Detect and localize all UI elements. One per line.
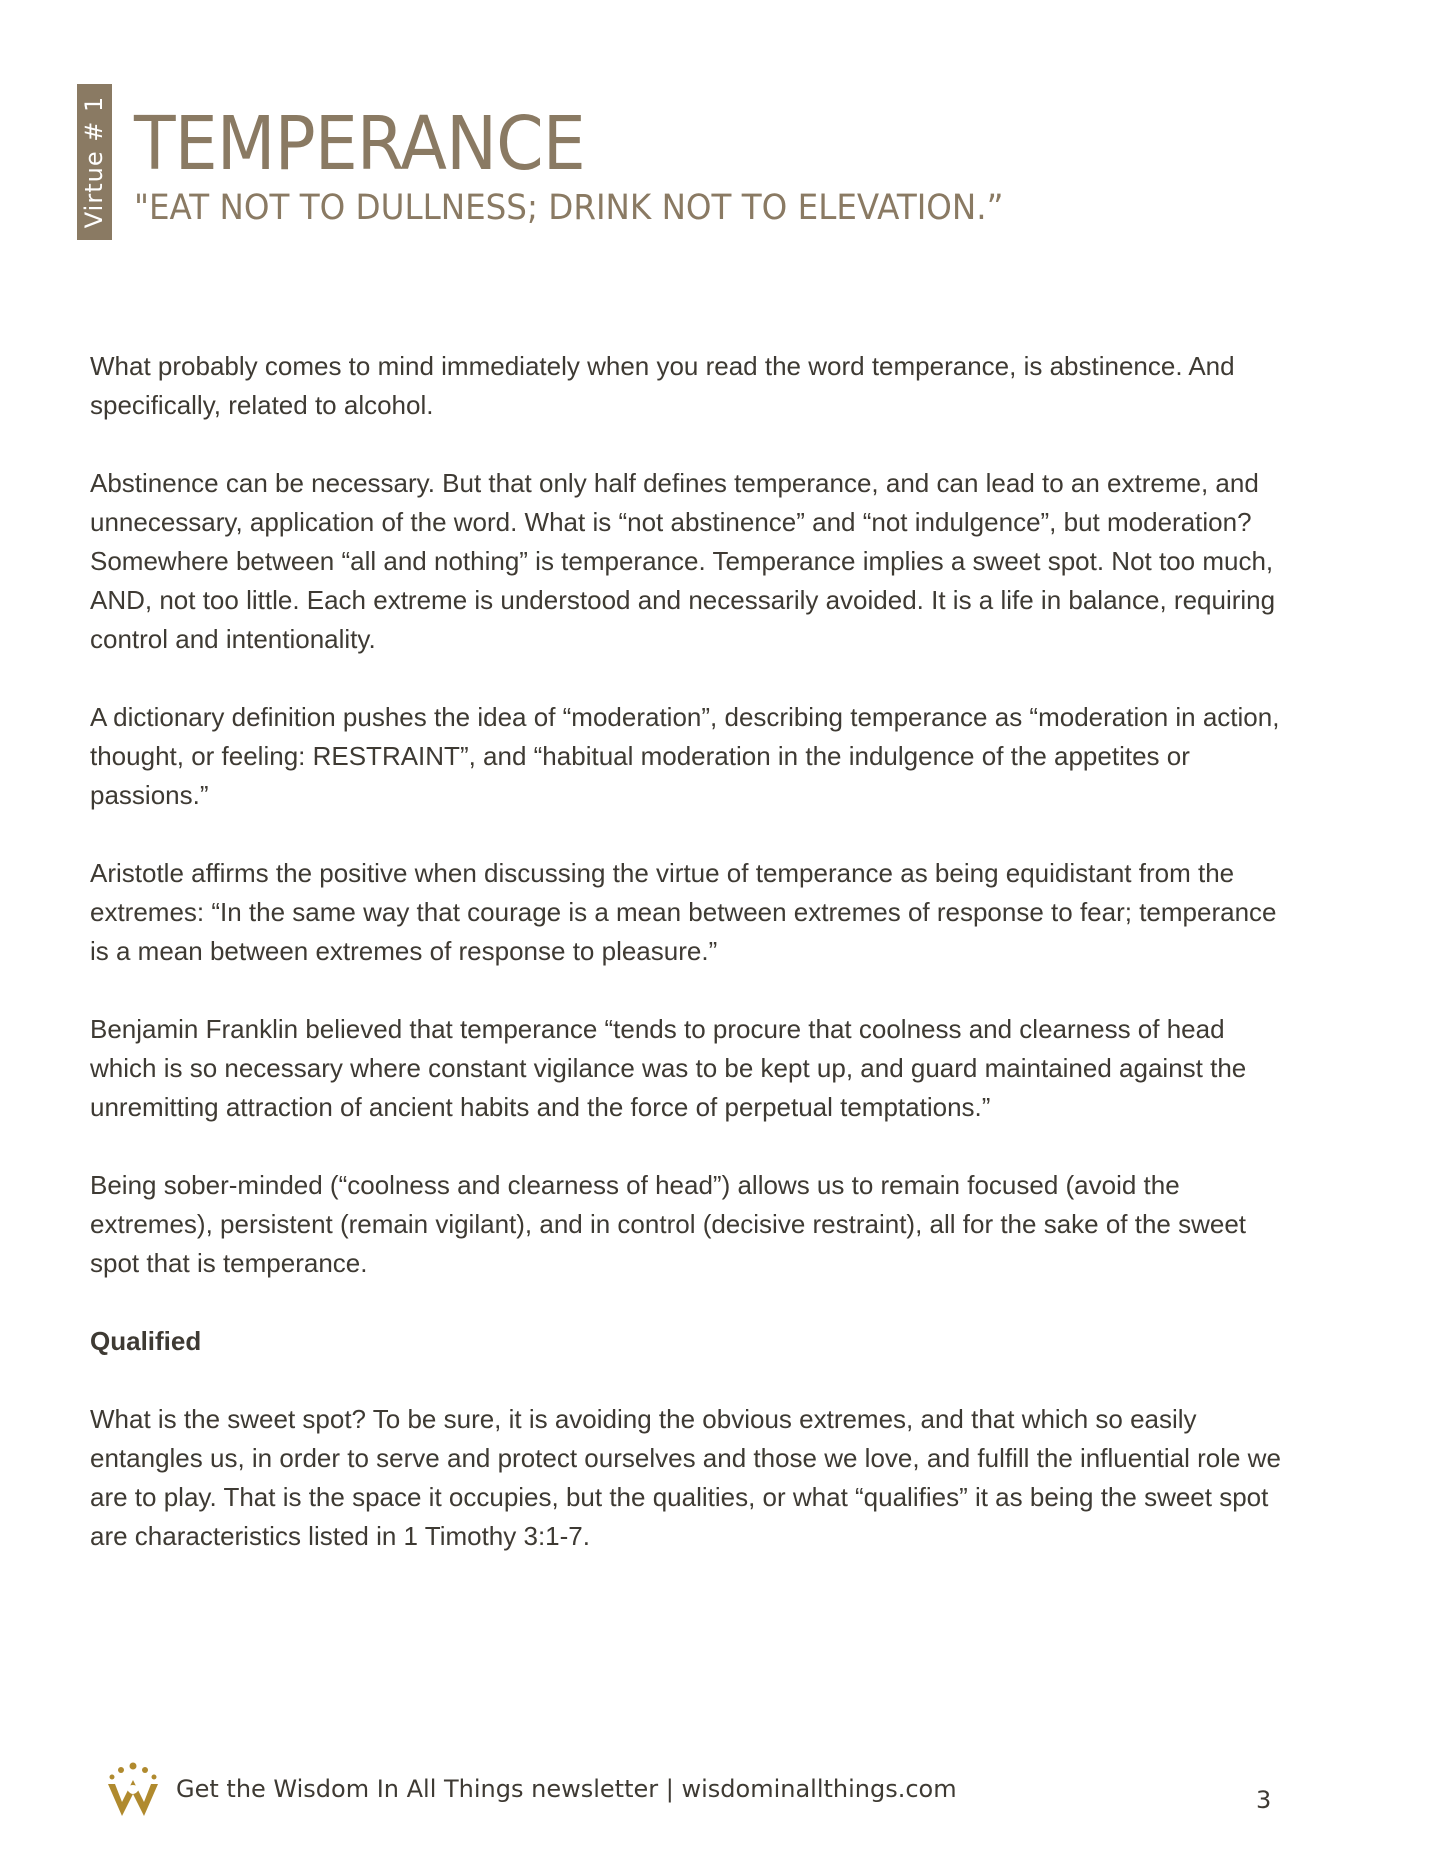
paragraph: Aristotle affirms the positive when discussing the virtue of temperance as being equidistant from the extremes: “In the same way that courage is a mean between extremes of response to fear; temperance is a mean between extremes of response to pleasure.”: [90, 858, 1277, 966]
paragraph: Benjamin Franklin believed that temperance “tends to procure that coolness and clearness of head which is so necessary where constant vigilance was to be kept up, and guard maintained against the unremitting attraction of ancient habits and the force of perpetual temptations.”: [90, 1014, 1247, 1122]
page-number: 3: [1256, 1786, 1272, 1814]
page-title: TEMPERANCE: [134, 101, 585, 187]
paragraph: Abstinence can be necessary. But that only half defines temperance, and can lead to an extreme, and unnecessary, application of the word. What is “not abstinence” and “not indulgence”, but moderation? Somewhere between “all and nothing” is temperance. Temperance implies a sweet spot. Not too much, AND, not too little. Each extreme is understood and necessarily avoided. It is a life in balance, requiring control and intentionality.: [90, 468, 1276, 654]
article-body: [90, 347, 1290, 1595]
footer-newsletter-text: Get the Wisdom In All Things newsletter | wisdominallthings.com: [176, 1775, 957, 1803]
footer: [104, 1758, 957, 1820]
section-heading: Qualified: [90, 1326, 202, 1356]
virtue-tab: [77, 84, 112, 240]
virtue-tab-label: Virtue # 1: [80, 95, 109, 229]
paragraph: What is the sweet spot? To be sure, it is avoiding the obvious extremes, and that which so easily entangles us, in order to serve and protect ourselves and those we love, and fulfill the influential role we are to play. That is the space it occupies, but the qualities, or what “qualifies” it as being the sweet spot are characteristics listed in 1 Timothy 3:1-7.: [90, 1404, 1281, 1551]
paragraph: What probably comes to mind immediately when you read the word temperance, is abstinence. And specifically, related to alcohol.: [90, 351, 1235, 420]
crown-w-logo-icon: [104, 1758, 162, 1820]
paragraph: Being sober-minded (“coolness and clearness of head”) allows us to remain focused (avoid the extremes), persistent (remain vigilant), and in control (decisive restraint), all for the sake of the sweet spot that is temperance.: [90, 1170, 1247, 1278]
page-subtitle: "EAT NOT TO DULLNESS; DRINK NOT TO ELEVATION.”: [134, 188, 1004, 228]
paragraph: A dictionary definition pushes the idea of “moderation”, describing temperance as “moderation in action, thought, or feeling: RESTRAINT”, and “habitual moderation in the indulgence of the appetites or passions.”: [90, 702, 1280, 810]
